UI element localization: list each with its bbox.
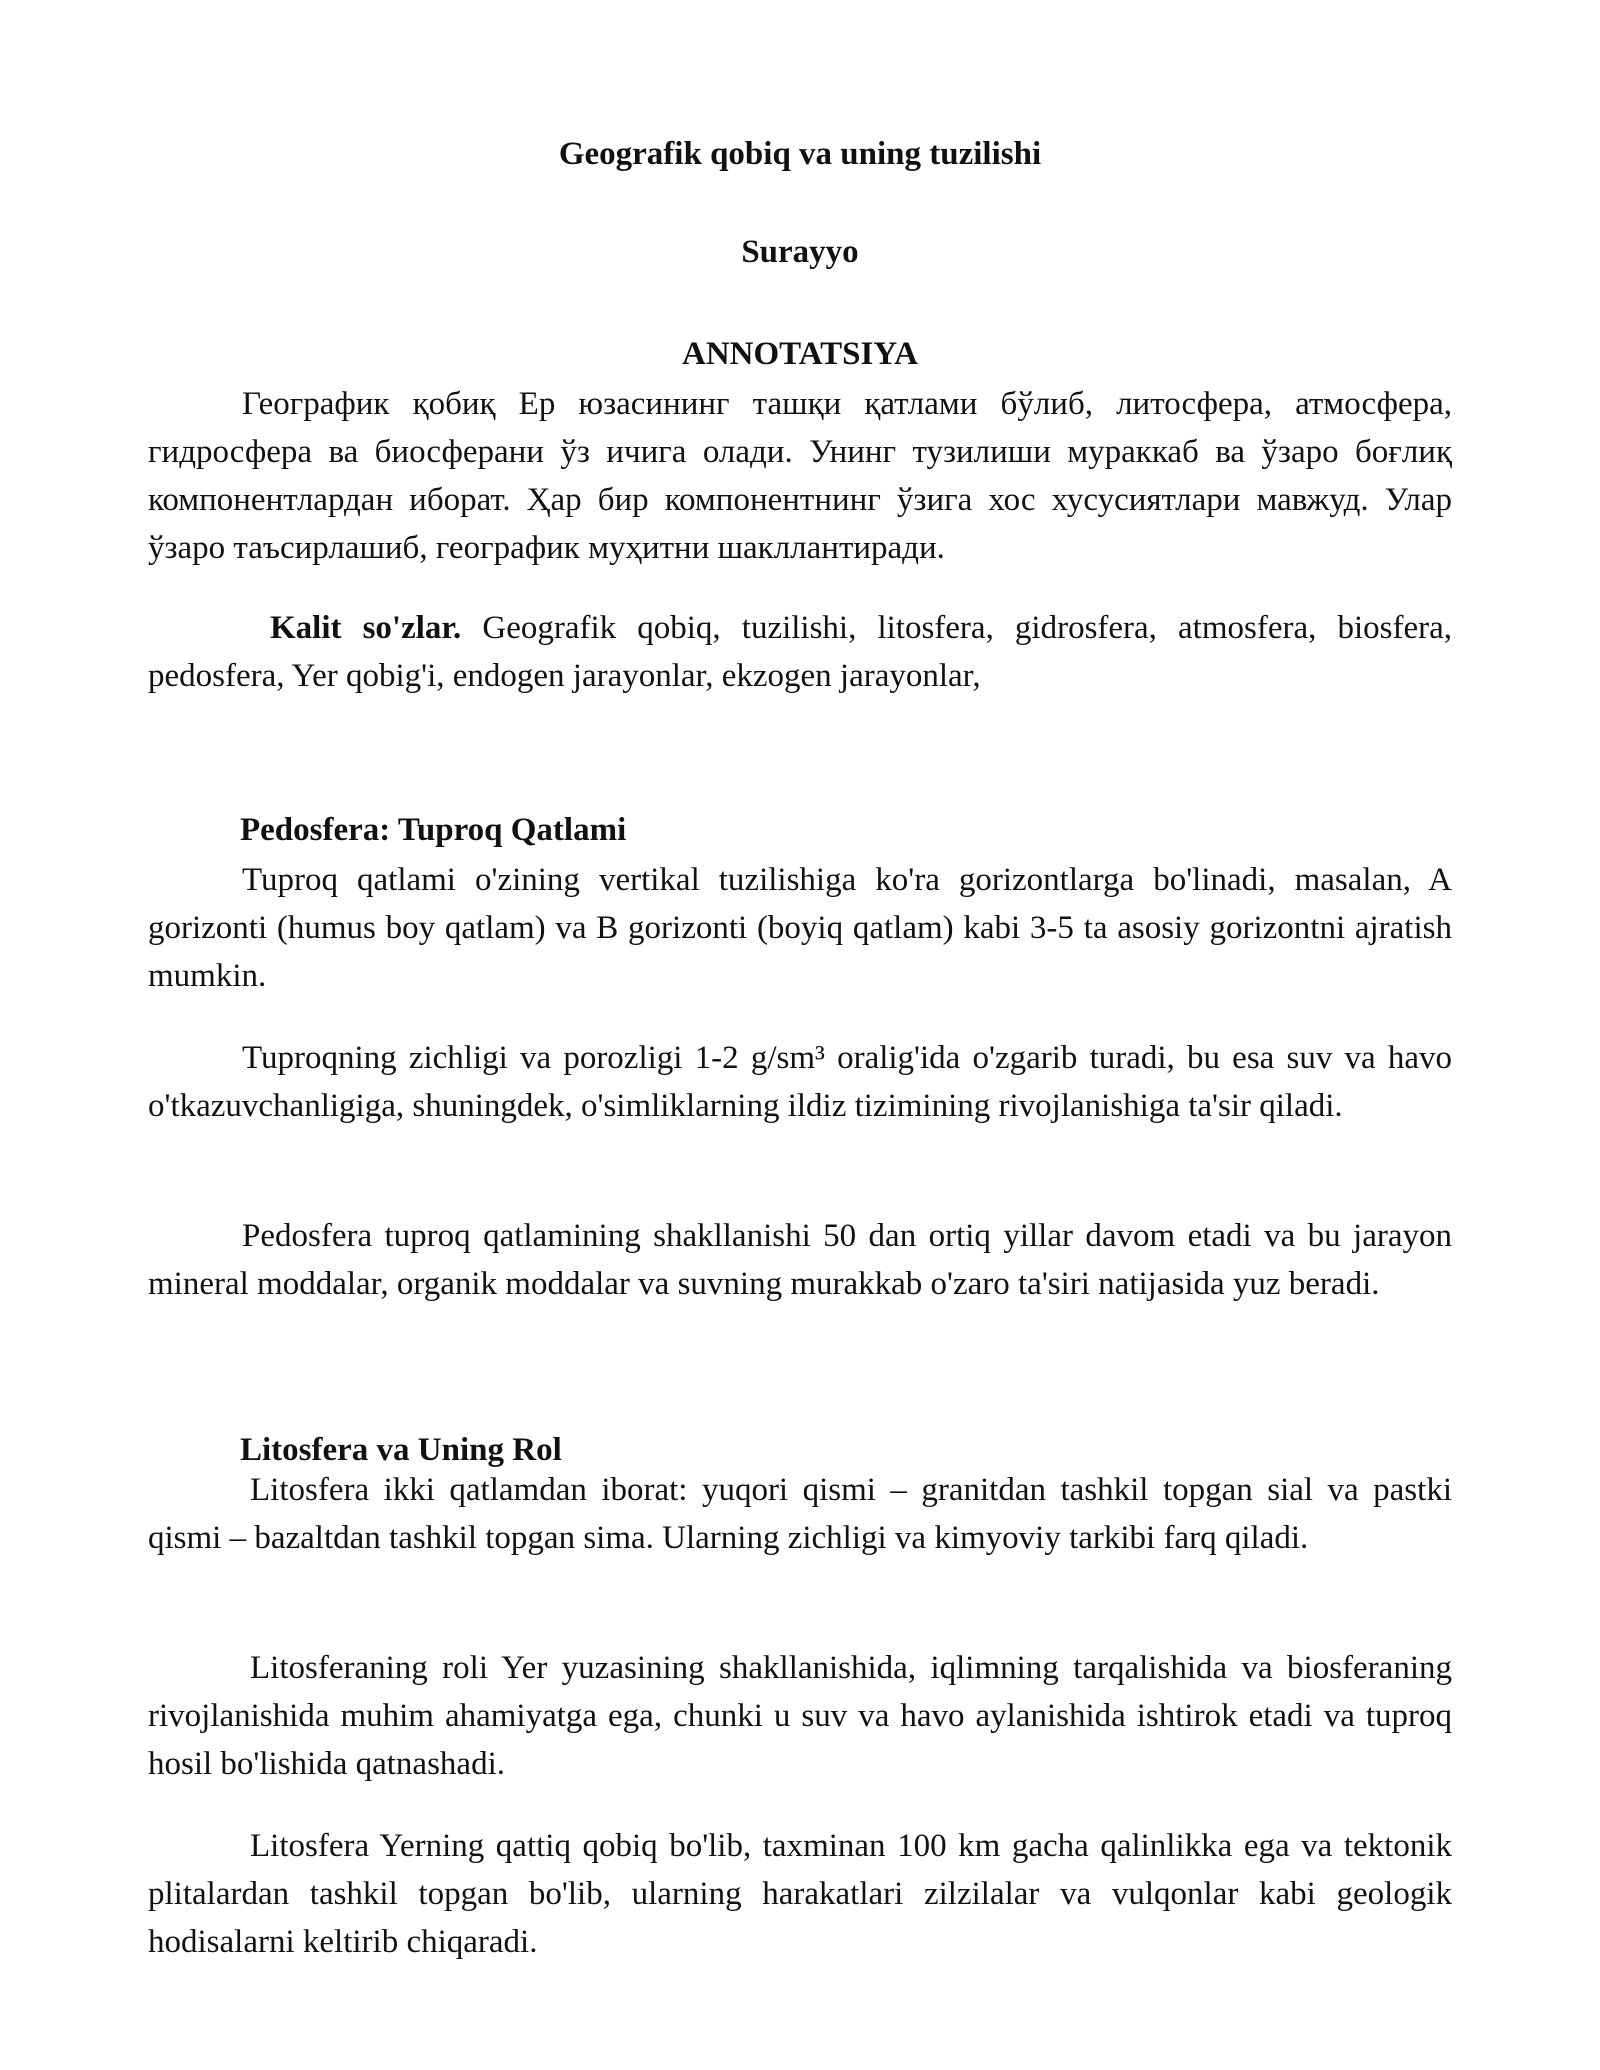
section-heading-litosfera: Litosfera va Uning Rol <box>240 1432 562 1468</box>
paragraph: Litosfera ikki qatlamdan iborat: yuqori qismi – granitdan tashkil topgan sial va pastki qismi – bazaltdan tashkil topgan sima. Ularning zichligi va kimyoviy tarkibi farq qiladi. <box>148 1472 1452 1556</box>
paragraph: Pedosfera tuproq qatlamining shakllanishi 50 dan ortiq yillar davom etadi va bu jarayon mineral moddalar, organik moddalar va suvning murakkab o'zaro ta'siri natijasida yuz beradi. <box>148 1218 1452 1302</box>
annotation-text: Географик қобиқ Ер юзасининг ташқи қатлами бўлиб, литосфера, атмосфера, гидросфера ва биосферани ўз ичига олади. Унинг тузилиши мураккаб ва ўзаро боғлиқ компонентлардан иборат. Ҳар бир компонентнинг ўзига хос хусусиятлари мавжуд. Улар ўзаро таъсирлашиб, географик муҳитни шакллантиради. <box>148 386 1452 566</box>
document-author: Surayyo <box>741 234 859 270</box>
paragraph: Litosferaning roli Yer yuzasining shakllanishida, iqlimning tarqalishida va biosferaning rivojlanishida muhim ahamiyatga ega, chunki u suv va havo aylanishida ishtirok etadi va tuproq hosil bo'lishida qatnashadi. <box>148 1650 1452 1782</box>
paragraph: Tuproq qatlami o'zining vertikal tuzilishiga ko'ra gorizontlarga bo'linadi, masalan, A gorizonti (humus boy qatlam) va B gorizonti (boyiq qatlam) kabi 3-5 ta asosiy gorizontni ajratish mumkin. <box>148 862 1452 994</box>
paragraph: Litosfera Yerning qattiq qobiq bo'lib, taxminan 100 km gacha qalinlikka ega va tektonik plitalardan tashkil topgan bo'lib, ularning harakatlari zilzilalar va vulqonlar kabi geologik hodisalarni keltirib chiqaradi. <box>148 1828 1452 1960</box>
keywords-text: Geografik qobiq, tuzilishi, litosfera, gidrosfera, atmosfera, biosfera, pedosfera, Yer qobig'i, endogen jarayonlar, ekzogen jarayonlar, <box>148 610 1452 694</box>
paragraph: Tuproqning zichligi va porozligi 1-2 g/sm³ oralig'ida o'zgarib turadi, bu esa suv va havo o'tkazuvchanligiga, shuningdek, o'simliklarning ildiz tizimining rivojlanishiga ta'sir qiladi. <box>148 1040 1452 1124</box>
document-title: Geografik qobiq va uning tuzilishi <box>558 136 1042 172</box>
keywords-label: Kalit so'zlar. <box>270 610 462 646</box>
annotation-heading: ANNOTATSIYA <box>682 336 918 372</box>
keywords-paragraph <box>148 604 1452 700</box>
section-heading-pedosfera: Pedosfera: Tuproq Qatlami <box>240 812 627 848</box>
